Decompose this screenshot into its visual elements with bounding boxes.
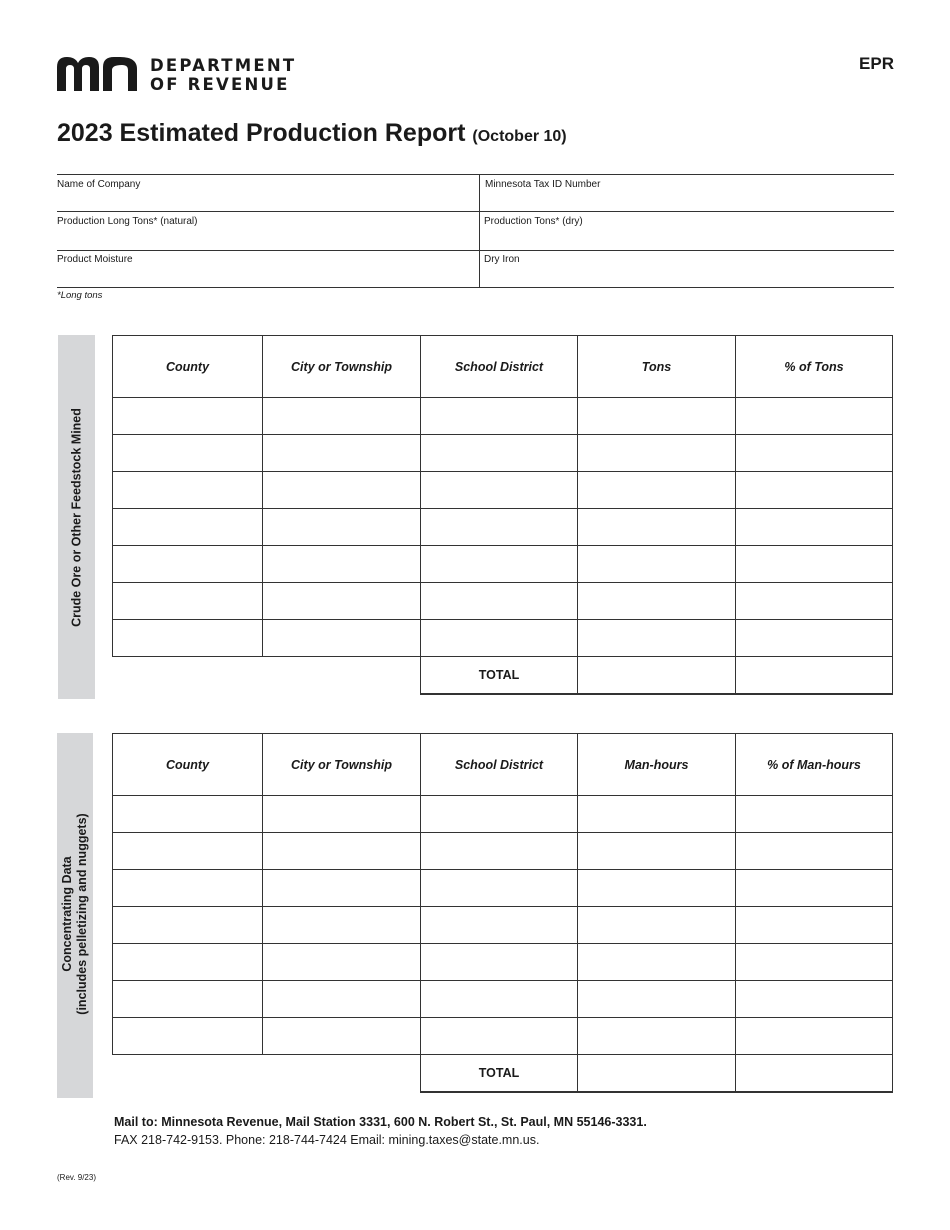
table-row	[113, 981, 893, 1018]
tax-id-field[interactable]	[485, 179, 890, 209]
table-row	[113, 509, 893, 546]
table-cell[interactable]	[263, 1018, 421, 1055]
table-cell[interactable]	[578, 583, 736, 620]
page-title	[57, 119, 567, 148]
table-cell[interactable]	[578, 620, 736, 657]
table-cell[interactable]	[578, 546, 736, 583]
total-percent-tons-cell[interactable]	[736, 657, 893, 695]
long-tons-note: *Long tons	[57, 290, 103, 301]
table-cell[interactable]	[113, 833, 263, 870]
table-cell[interactable]	[421, 546, 578, 583]
column-header-school-district: School District	[421, 734, 578, 796]
table-cell[interactable]	[736, 981, 893, 1018]
tax-id-label: Minnesota Tax ID Number	[485, 179, 601, 190]
production-tons-dry-label: Production Tons* (dry)	[484, 216, 583, 227]
table-row	[113, 907, 893, 944]
table-cell[interactable]	[421, 833, 578, 870]
table-cell[interactable]	[736, 620, 893, 657]
table-cell[interactable]	[113, 620, 263, 657]
table-cell[interactable]	[113, 981, 263, 1018]
table-cell[interactable]	[263, 583, 421, 620]
contact-info: FAX 218-742-9153. Phone: 218-744-7424 Email: mining.taxes@state.mn.us.	[114, 1133, 540, 1147]
table-cell[interactable]	[421, 620, 578, 657]
table-row	[113, 472, 893, 509]
company-name-field[interactable]	[57, 179, 472, 209]
divider	[57, 174, 894, 175]
table-cell[interactable]	[578, 796, 736, 833]
dry-iron-field[interactable]	[484, 254, 889, 285]
table-cell[interactable]	[736, 1018, 893, 1055]
table-row	[113, 944, 893, 981]
section1-side-band	[58, 335, 95, 699]
table-cell[interactable]	[421, 398, 578, 435]
table-cell[interactable]	[421, 870, 578, 907]
table-cell[interactable]	[263, 398, 421, 435]
total-row	[113, 657, 893, 695]
section2-side-label	[60, 732, 90, 1096]
section1-side-label: Crude Ore or Other Feedstock Mined	[69, 408, 84, 627]
total-label: TOTAL	[421, 657, 578, 695]
table-cell[interactable]	[263, 981, 421, 1018]
concentrating-table	[112, 733, 893, 1093]
table-cell[interactable]	[578, 398, 736, 435]
table-cell[interactable]	[421, 907, 578, 944]
table-cell[interactable]	[263, 546, 421, 583]
column-header-county: County	[113, 734, 263, 796]
table-cell[interactable]	[263, 796, 421, 833]
table-cell[interactable]	[113, 435, 263, 472]
table-cell[interactable]	[736, 509, 893, 546]
table-cell[interactable]	[578, 472, 736, 509]
blank-area	[113, 1055, 421, 1093]
section2-side-label-line1: Concentrating Data	[60, 856, 74, 972]
table-cell[interactable]	[736, 833, 893, 870]
form-id: EPR	[859, 54, 894, 73]
column-header-city-township: City or Township	[263, 734, 421, 796]
table-cell[interactable]	[113, 509, 263, 546]
table-row	[113, 833, 893, 870]
dry-iron-label: Dry Iron	[484, 254, 520, 265]
table-row	[113, 1018, 893, 1055]
table-cell[interactable]	[736, 546, 893, 583]
column-header-percent-tons: % of Tons	[736, 336, 893, 398]
table-row	[113, 796, 893, 833]
total-man-hours-cell[interactable]	[578, 1055, 736, 1093]
column-header-man-hours: Man-hours	[578, 734, 736, 796]
blank-area	[113, 657, 421, 695]
table-cell[interactable]	[263, 509, 421, 546]
column-header-percent-man-hours: % of Man-hours	[736, 734, 893, 796]
product-moisture-label: Product Moisture	[57, 254, 133, 265]
divider	[479, 174, 480, 287]
table-cell[interactable]	[578, 981, 736, 1018]
column-header-city-township: City or Township	[263, 336, 421, 398]
table-cell[interactable]	[113, 546, 263, 583]
mailing-address: Mail to: Minnesota Revenue, Mail Station 3331, 600 N. Robert St., St. Paul, MN 55146-3331.	[114, 1115, 647, 1129]
table-cell[interactable]	[263, 833, 421, 870]
mn-logo-icon	[57, 57, 137, 91]
crude-ore-table	[112, 335, 893, 695]
table-cell[interactable]	[263, 472, 421, 509]
table-cell[interactable]	[113, 583, 263, 620]
table-cell[interactable]	[578, 944, 736, 981]
table-cell[interactable]	[421, 796, 578, 833]
table-cell[interactable]	[736, 944, 893, 981]
table-cell[interactable]	[421, 1018, 578, 1055]
total-tons-cell[interactable]	[578, 657, 736, 695]
table-cell[interactable]	[263, 620, 421, 657]
revision-date: (Rev. 9/23)	[57, 1173, 96, 1182]
department-name	[150, 56, 296, 94]
table-cell[interactable]	[578, 1018, 736, 1055]
department-line-1: DEPARTMENT	[150, 56, 297, 75]
table-cell[interactable]	[578, 870, 736, 907]
divider	[57, 211, 894, 212]
table-row	[113, 620, 893, 657]
production-long-tons-field[interactable]	[57, 216, 472, 248]
title-main: 2023 Estimated Production Report	[57, 119, 466, 147]
table-cell[interactable]	[263, 435, 421, 472]
table-cell[interactable]	[578, 435, 736, 472]
production-long-tons-label: Production Long Tons* (natural)	[57, 216, 198, 227]
table-cell[interactable]	[113, 944, 263, 981]
table-cell[interactable]	[736, 472, 893, 509]
divider	[57, 250, 894, 251]
table-cell[interactable]	[421, 472, 578, 509]
table-cell[interactable]	[578, 907, 736, 944]
section2-side-band	[57, 733, 93, 1098]
table-cell[interactable]	[113, 472, 263, 509]
production-tons-dry-field[interactable]	[484, 216, 889, 248]
column-header-tons: Tons	[578, 336, 736, 398]
table-cell[interactable]	[113, 907, 263, 944]
total-percent-man-hours-cell[interactable]	[736, 1055, 893, 1093]
table-cell[interactable]	[736, 907, 893, 944]
total-row	[113, 1055, 893, 1093]
divider	[57, 287, 894, 288]
product-moisture-field[interactable]	[57, 254, 472, 285]
table-cell[interactable]	[263, 907, 421, 944]
table-cell[interactable]	[578, 833, 736, 870]
table-cell[interactable]	[421, 981, 578, 1018]
column-header-school-district: School District	[421, 336, 578, 398]
department-line-2: OF REVENUE	[150, 75, 290, 94]
table-row	[113, 583, 893, 620]
table-cell[interactable]	[113, 796, 263, 833]
table-row	[113, 435, 893, 472]
table-cell[interactable]	[736, 583, 893, 620]
table-cell[interactable]	[113, 1018, 263, 1055]
table-cell[interactable]	[421, 944, 578, 981]
table-header-row	[113, 734, 893, 796]
table-row	[113, 398, 893, 435]
table-cell[interactable]	[113, 870, 263, 907]
table-cell[interactable]	[736, 398, 893, 435]
table-cell[interactable]	[263, 944, 421, 981]
table-cell[interactable]	[736, 796, 893, 833]
company-name-label: Name of Company	[57, 179, 141, 190]
table-cell[interactable]	[736, 870, 893, 907]
table-cell[interactable]	[421, 435, 578, 472]
total-label: TOTAL	[421, 1055, 578, 1093]
table-cell[interactable]	[113, 398, 263, 435]
title-suffix: (October 10)	[472, 128, 567, 145]
column-header-county: County	[113, 336, 263, 398]
table-cell[interactable]	[578, 509, 736, 546]
table-cell[interactable]	[263, 870, 421, 907]
table-cell[interactable]	[421, 583, 578, 620]
section2-side-label-line2: (includes pelletizing and nuggets)	[75, 813, 89, 1015]
table-cell[interactable]	[421, 509, 578, 546]
table-header-row	[113, 336, 893, 398]
table-cell[interactable]	[736, 435, 893, 472]
table-row	[113, 546, 893, 583]
table-row	[113, 870, 893, 907]
